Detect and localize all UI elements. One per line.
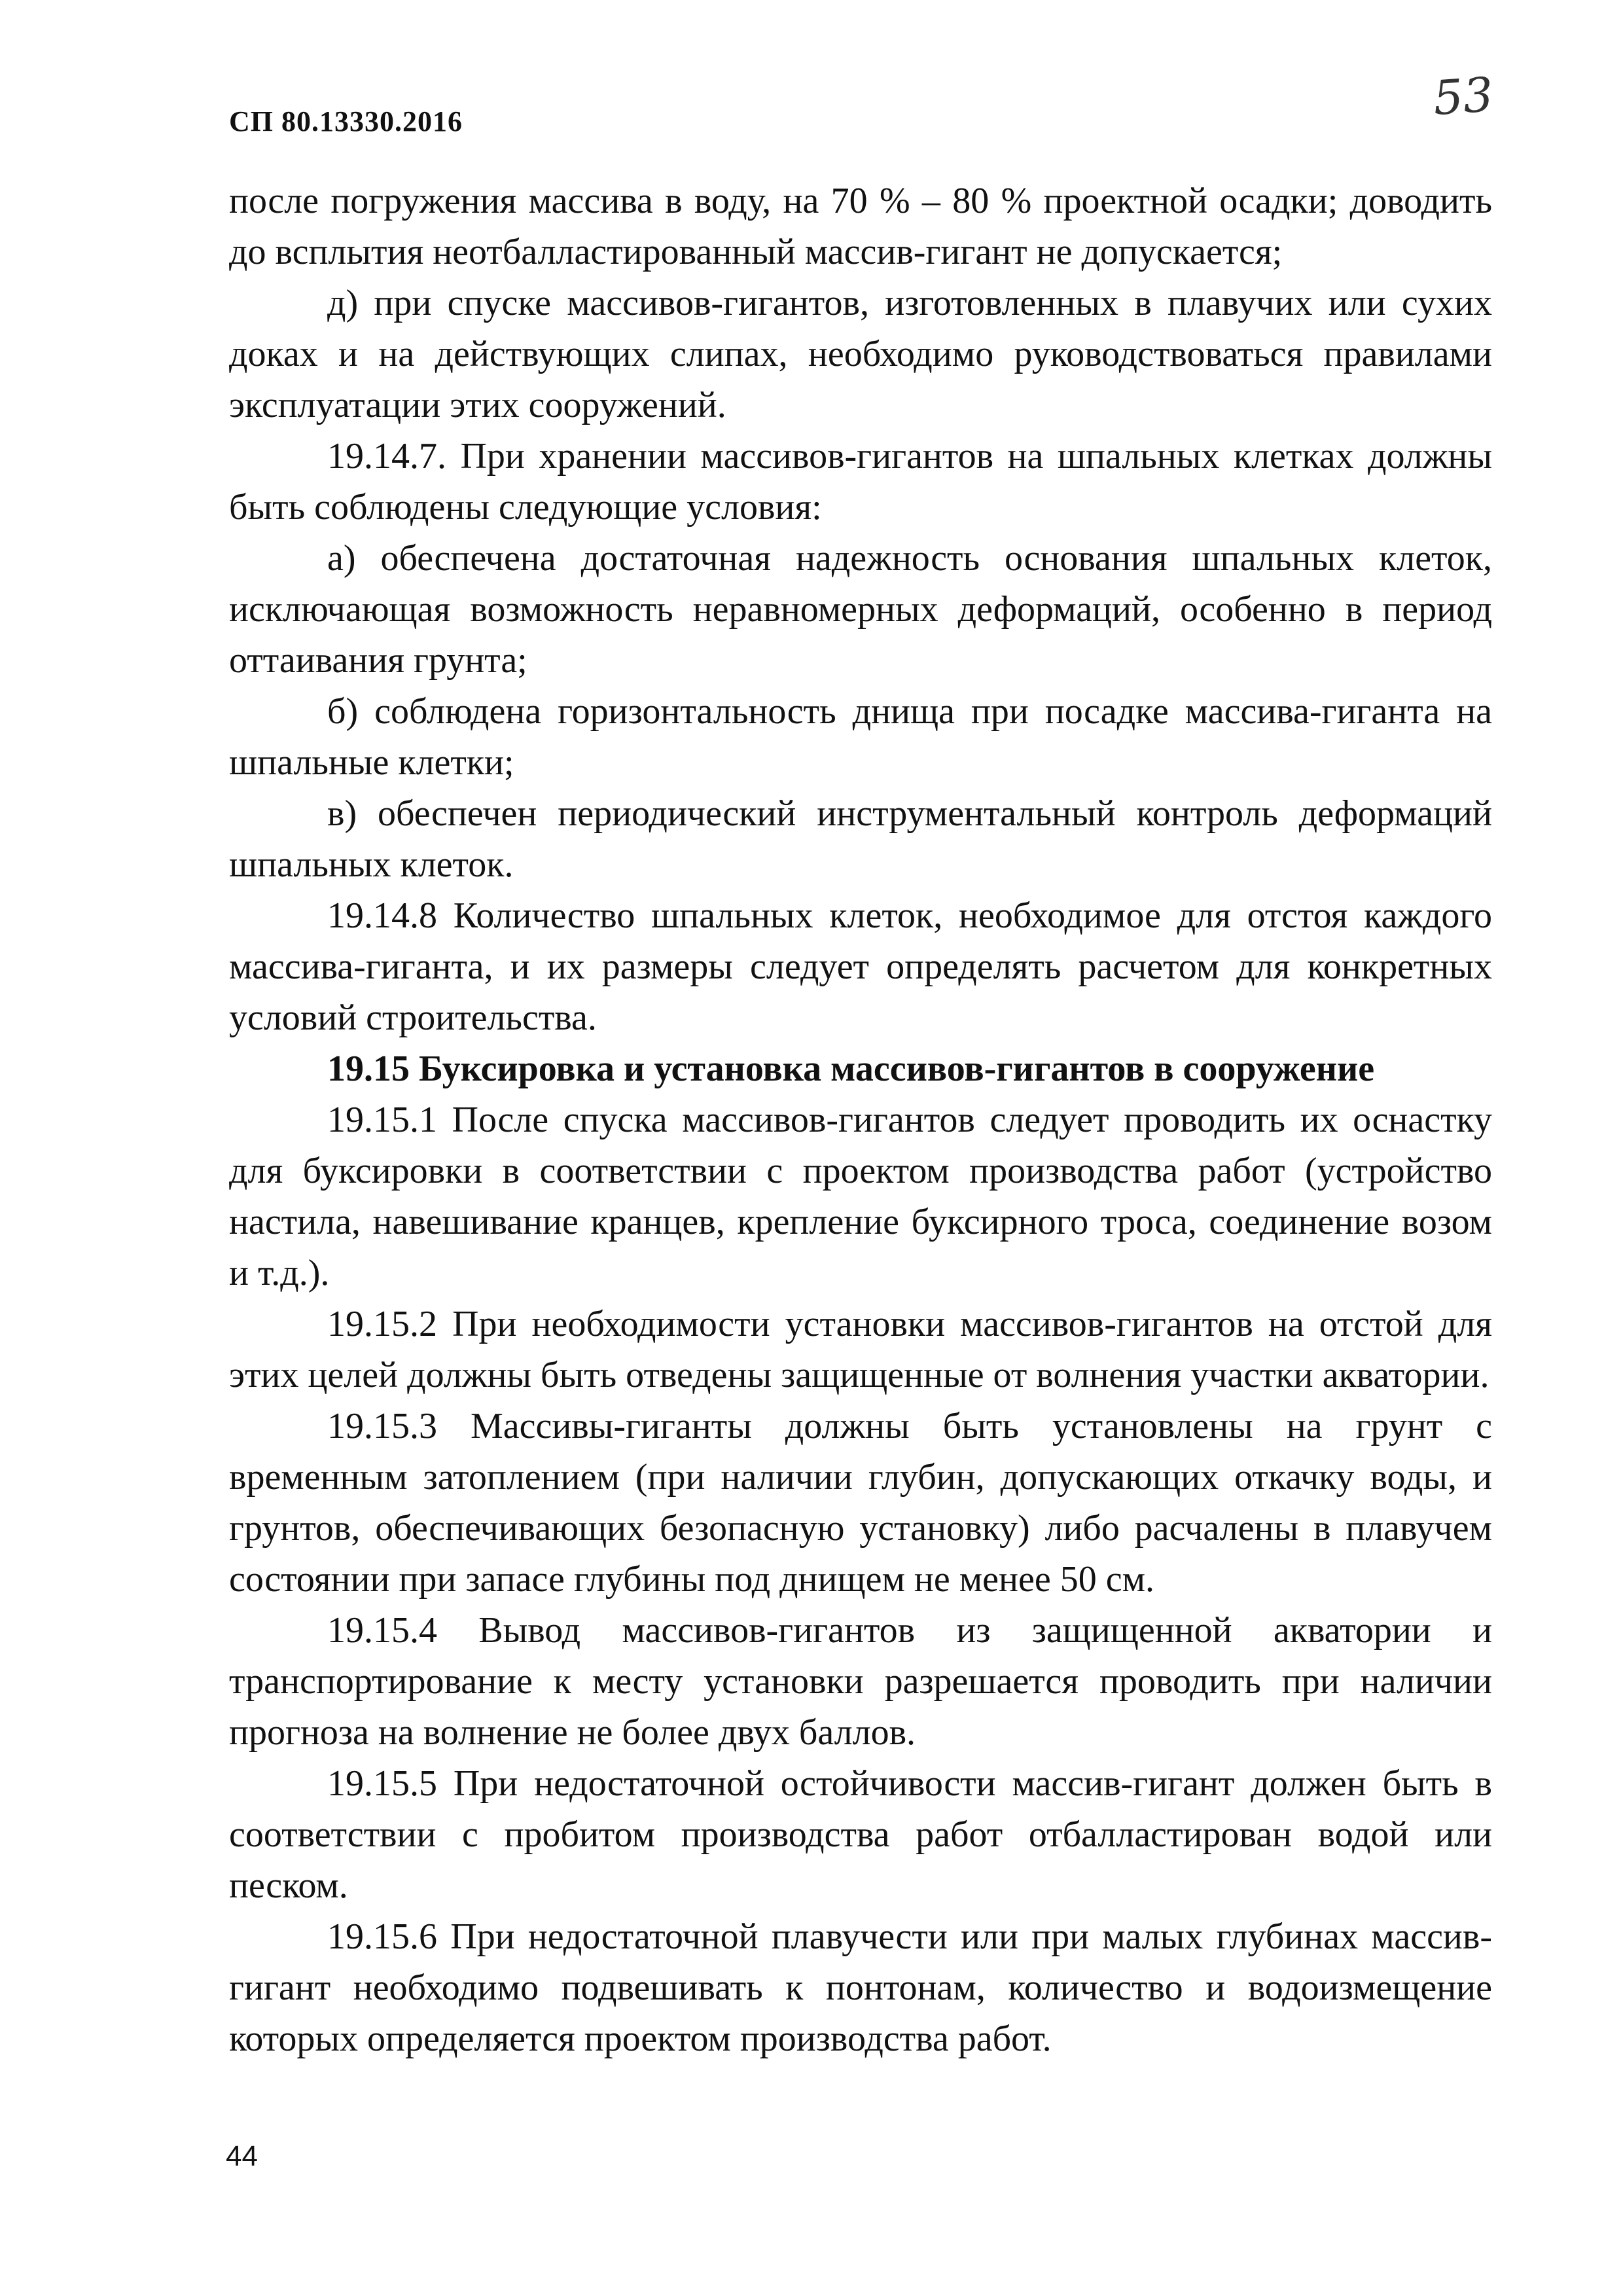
document-code: СП 80.13330.2016 [229, 105, 463, 137]
paragraph-19-15-2: 19.15.2 При необходимости установки массивов-гигантов на отстой для этих целей должны быть отведены защищенные от волнения участки акватории. [229, 1304, 1492, 1395]
section-heading-19-15: 19.15 Буксировка и установка массивов-гигантов в сооружение [327, 1049, 1375, 1089]
paragraph-continuation: после погружения массива в воду, на 70 % – 80 % проектной осадки; доводить до всплытия неотбалластированный массив-гигант не допускается; [229, 181, 1492, 272]
paragraph-19-15-6: 19.15.6 При недостаточной плавучести или при малых глубинах массив-гигант необходимо подвешивать к понтонам, количество и водоизмещение которых определяется проектом производства работ. [229, 1916, 1492, 2059]
paragraph-19-14-7: 19.14.7. При хранении массивов-гигантов на шпальных клетках должны быть соблюдены следующие условия: [229, 436, 1492, 528]
handwritten-sheet-number: 53 [1431, 66, 1495, 126]
page-number: 44 [226, 2140, 258, 2172]
paragraph-19-15-4: 19.15.4 Вывод массивов-гигантов из защищенной акватории и транспортирование к месту установки разрешается проводить при наличии прогноза на волнение не более двух баллов. [229, 1610, 1492, 1753]
paragraph-19-15-3: 19.15.3 Массивы-гиганты должны быть установлены на грунт с временным затоплением (при наличии глубин, допускающих откачку воды, и грунтов, обеспечивающих безопасную установку) либо расчалены в плавучем состоянии при запасе глубины под днищем не менее 50 см. [229, 1406, 1492, 1600]
paragraph-19-15-5: 19.15.5 При недостаточной остойчивости массив-гигант должен быть в соответствии с пробитом производства работ отбалластирован водой или песком. [229, 1763, 1492, 1906]
body-text [229, 175, 1492, 2064]
paragraph-item-v: в) обеспечен периодический инструментальный контроль деформаций шпальных клеток. [229, 793, 1492, 885]
paragraph-19-14-8: 19.14.8 Количество шпальных клеток, необходимое для отстоя каждого массива-гиганта, и их размеры следует определять расчетом для конкретных условий строительства. [229, 895, 1492, 1038]
paragraph-item-b: б) соблюдена горизонтальность днища при посадке массива-гиганта на шпальные клетки; [229, 691, 1492, 783]
paragraph-item-d: д) при спуске массивов-гигантов, изготовленных в плавучих или сухих доках и на действующих слипах, необходимо руководствоваться правилами эксплуатации этих сооружений. [229, 283, 1492, 425]
paragraph-19-15-1: 19.15.1 После спуска массивов-гигантов следует проводить их оснастку для буксировки в соответствии с проектом производства работ (устройство настила, навешивание кранцев, крепление буксирного троса, соединение возом и т.д.). [229, 1100, 1492, 1293]
paragraph-item-a: а) обеспечена достаточная надежность основания шпальных клеток, исключающая возможность неравномерных деформаций, особенно в период оттаивания грунта; [229, 538, 1492, 681]
